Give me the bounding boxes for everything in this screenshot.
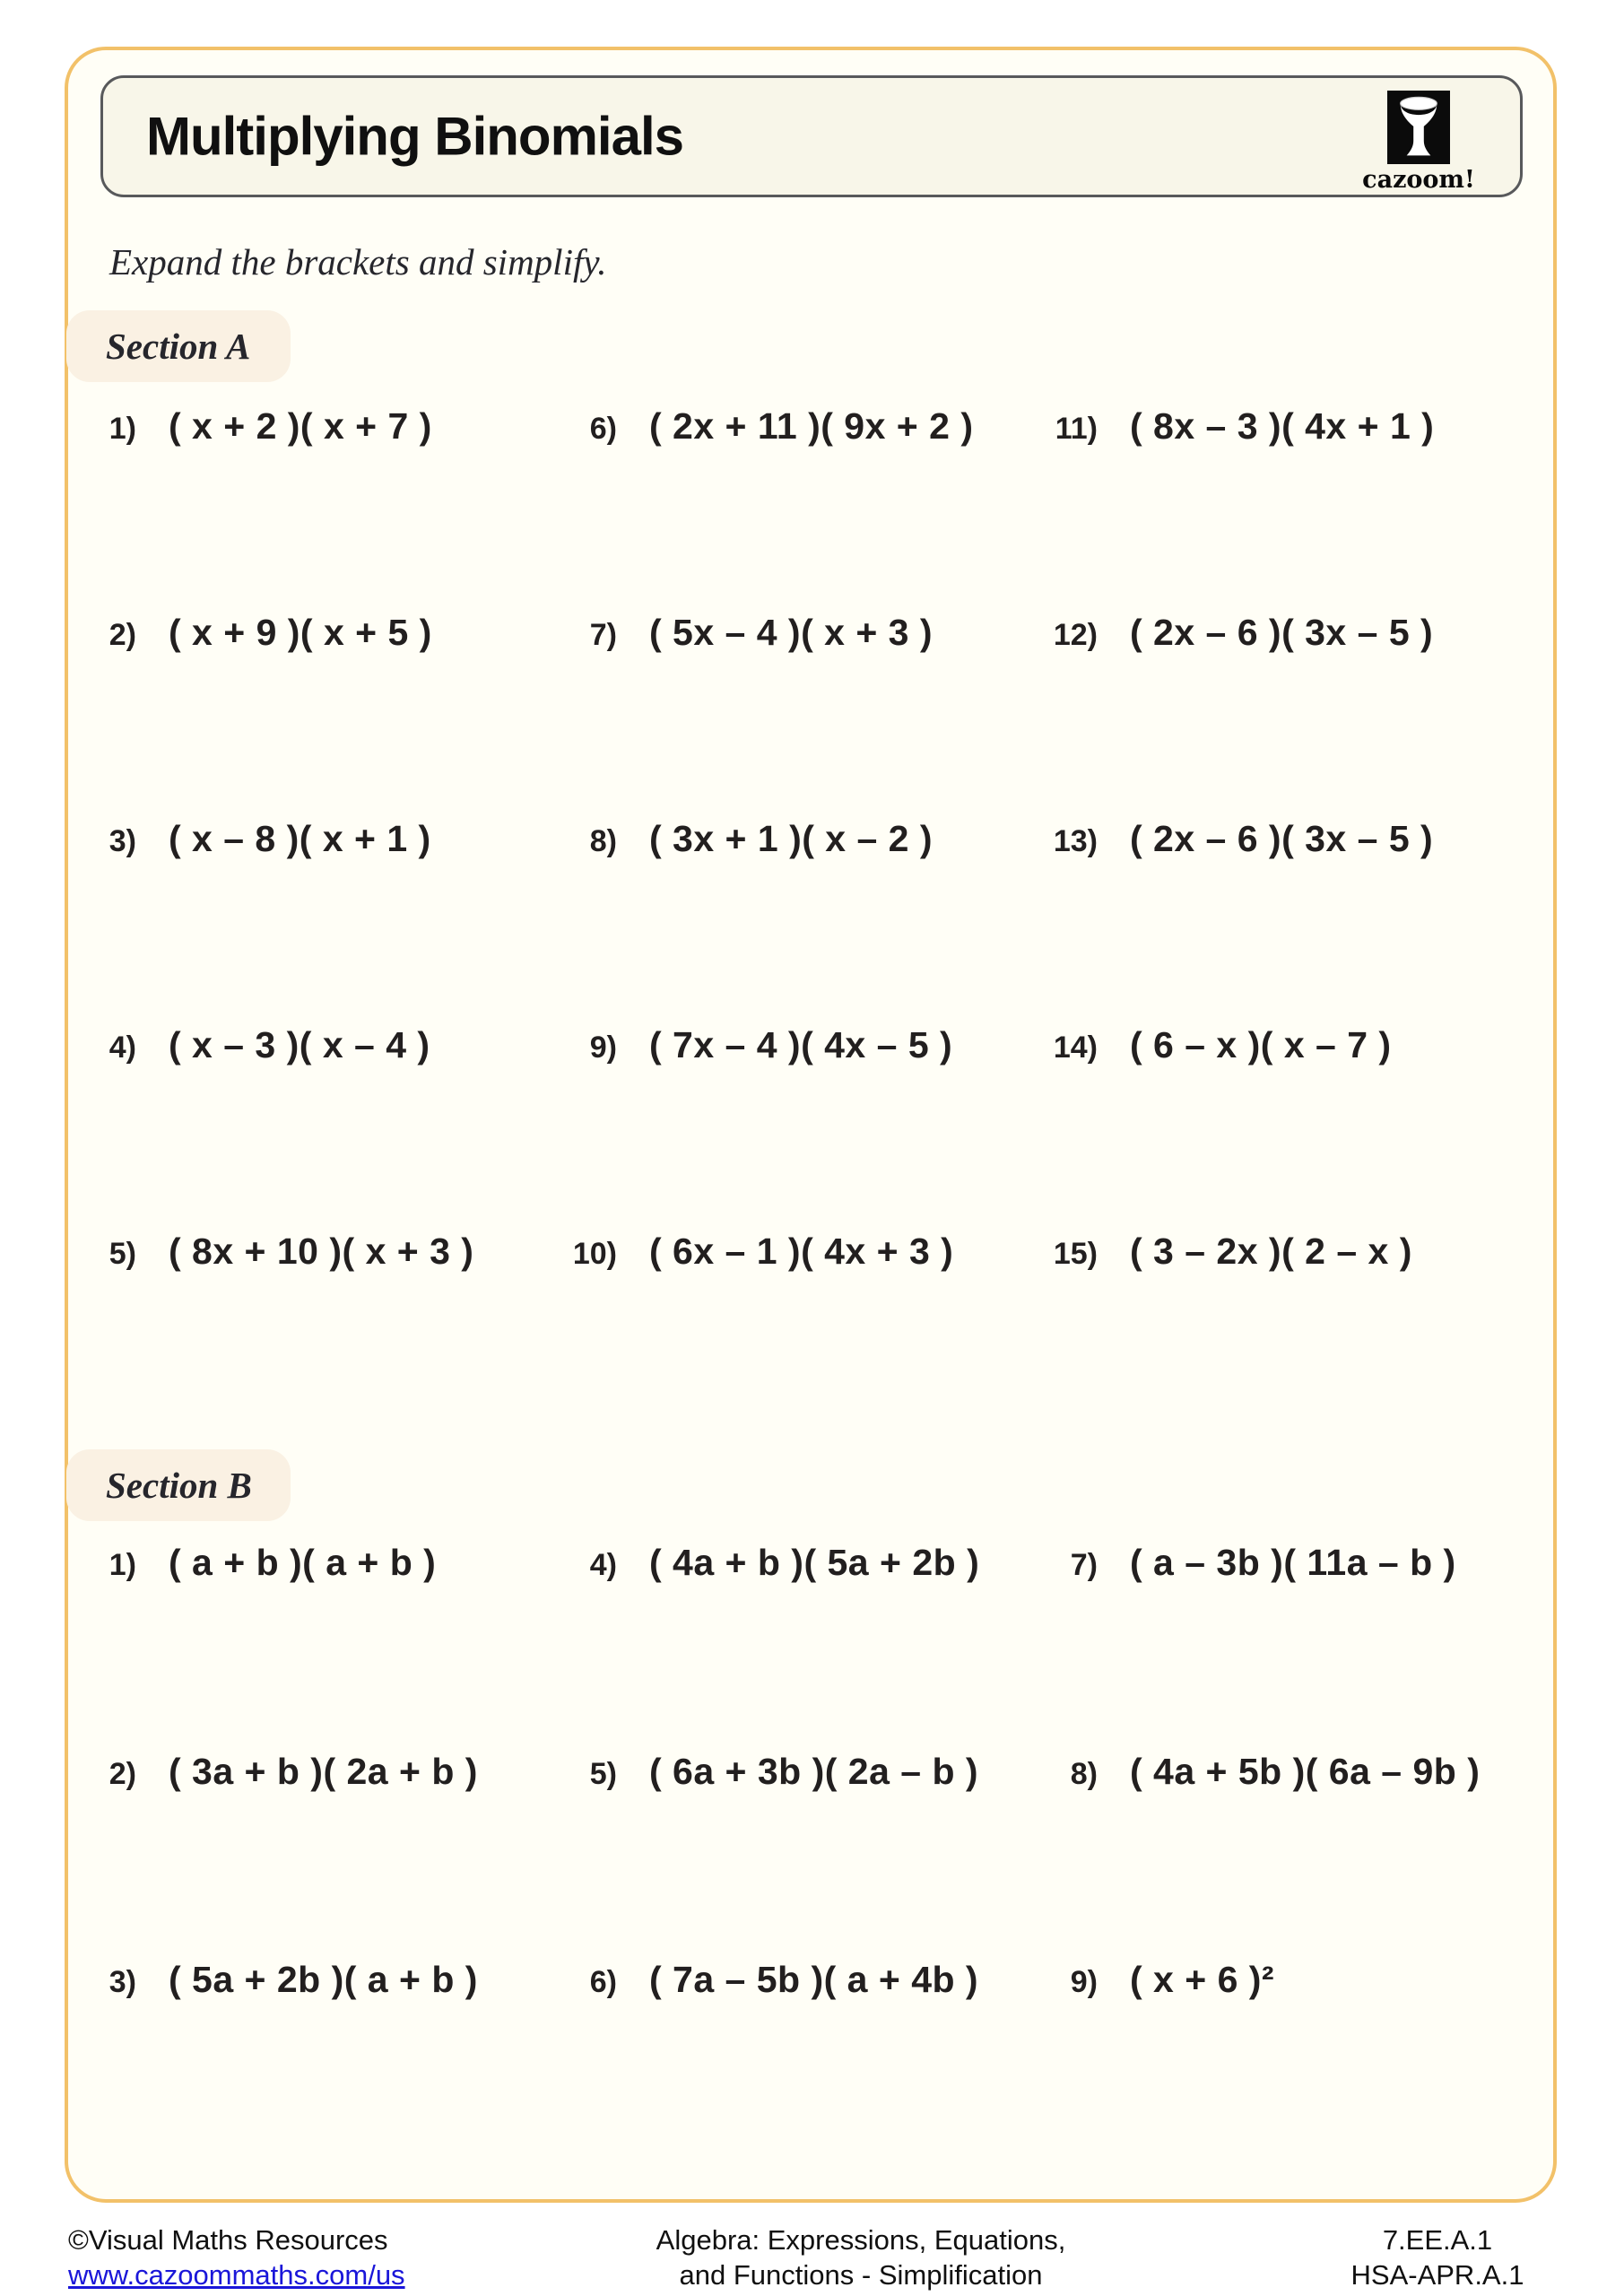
- worksheet-header: [100, 75, 1523, 197]
- problem-expression: ( x – 3 )( x – 4 ): [169, 1024, 430, 1065]
- problem-a1: [86, 405, 432, 448]
- problem-expression: ( x + 6 )²: [1130, 1959, 1275, 2000]
- problem-number: 15): [1053, 1237, 1098, 1271]
- copyright-text: ©Visual Maths Resources: [68, 2224, 388, 2256]
- worksheet-border: [65, 47, 1557, 2203]
- problem-a9: [552, 1024, 952, 1066]
- problem-expression: ( 2x – 6 )( 3x – 5 ): [1130, 818, 1434, 859]
- problem-a8: [552, 818, 933, 860]
- problem-a7: [552, 612, 933, 654]
- logo-brand-text: cazoom!: [1362, 166, 1475, 194]
- problem-number: 13): [1053, 824, 1098, 858]
- problem-a3: [86, 818, 431, 860]
- problem-a13: [1033, 818, 1433, 860]
- footer-attribution: [68, 2222, 405, 2292]
- problem-expression: ( 6x – 1 )( 4x + 3 ): [649, 1231, 954, 1272]
- problem-a4: [86, 1024, 430, 1066]
- page-title: Multiplying Binomials: [146, 106, 684, 167]
- djembe-drum-icon: [1387, 91, 1450, 164]
- problem-expression: ( 8x – 3 )( 4x + 1 ): [1130, 405, 1435, 447]
- problem-expression: ( 4a + 5b )( 6a – 9b ): [1130, 1751, 1481, 1792]
- problem-expression: ( 5a + 2b )( a + b ): [169, 1959, 478, 2000]
- cazoom-logo: [1342, 91, 1495, 194]
- problem-b7: [1033, 1542, 1456, 1584]
- problem-a12: [1033, 612, 1433, 654]
- instruction-text: Expand the brackets and simplify.: [109, 241, 607, 283]
- footer-standards: [1316, 2222, 1559, 2292]
- standard-code-2: HSA-APR.A.1: [1350, 2259, 1524, 2291]
- problem-number: 2): [109, 1757, 136, 1791]
- topic-line-1: Algebra: Expressions, Equations,: [656, 2224, 1066, 2256]
- problem-number: 8): [589, 824, 617, 858]
- problem-number: 7): [1070, 1548, 1098, 1582]
- problem-b5: [552, 1751, 978, 1793]
- problem-expression: ( x + 2 )( x + 7 ): [169, 405, 432, 447]
- problem-b3: [86, 1959, 478, 2001]
- topic-line-2: and Functions - Simplification: [679, 2259, 1043, 2291]
- problem-a11: [1033, 405, 1434, 448]
- problem-number: 6): [589, 412, 617, 446]
- problem-number: 10): [572, 1237, 617, 1271]
- section-a-label: Section A: [106, 326, 251, 367]
- footer-topic: [520, 2222, 1202, 2292]
- section-b-badge: [66, 1449, 291, 1521]
- problem-b8: [1033, 1751, 1480, 1793]
- problem-expression: ( a – 3b )( 11a – b ): [1130, 1542, 1456, 1583]
- problem-expression: ( 6 – x )( x – 7 ): [1130, 1024, 1392, 1065]
- problem-number: 2): [109, 618, 136, 652]
- problem-expression: ( a + b )( a + b ): [169, 1542, 437, 1583]
- problem-expression: ( 2x + 11 )( 9x + 2 ): [649, 405, 974, 447]
- problem-expression: ( 3 – 2x )( 2 – x ): [1130, 1231, 1412, 1272]
- problem-b9: [1033, 1959, 1274, 2001]
- problem-a14: [1033, 1024, 1392, 1066]
- problem-number: 5): [589, 1757, 617, 1791]
- problem-number: 9): [589, 1031, 617, 1065]
- website-link[interactable]: www.cazoommaths.com/us: [68, 2259, 405, 2291]
- problem-number: 12): [1053, 618, 1098, 652]
- drum-glyph: [1393, 95, 1445, 160]
- problem-expression: ( 8x + 10 )( x + 3 ): [169, 1231, 474, 1272]
- problem-b6: [552, 1959, 978, 2001]
- problem-expression: ( 3a + b )( 2a + b ): [169, 1751, 478, 1792]
- problem-number: 8): [1070, 1757, 1098, 1791]
- problem-number: 6): [589, 1965, 617, 1999]
- problem-expression: ( 7a – 5b )( a + 4b ): [649, 1959, 979, 2000]
- problem-number: 1): [109, 1548, 136, 1582]
- problem-expression: ( 2x – 6 )( 3x – 5 ): [1130, 612, 1434, 653]
- problem-expression: ( 5x – 4 )( x + 3 ): [649, 612, 933, 653]
- problem-expression: ( 3x + 1 )( x – 2 ): [649, 818, 933, 859]
- problem-b2: [86, 1751, 478, 1793]
- section-b-label: Section B: [106, 1465, 252, 1506]
- problem-a2: [86, 612, 432, 654]
- problem-number: 4): [109, 1031, 136, 1065]
- problem-number: 3): [109, 1965, 136, 1999]
- problem-number: 11): [1055, 412, 1098, 446]
- problem-expression: ( x – 8 )( x + 1 ): [169, 818, 431, 859]
- problem-expression: ( 7x – 4 )( 4x – 5 ): [649, 1024, 953, 1065]
- problem-number: 7): [589, 618, 617, 652]
- problem-a5: [86, 1231, 473, 1273]
- problem-number: 3): [109, 824, 136, 858]
- problem-a10: [552, 1231, 953, 1273]
- problem-b1: [86, 1542, 436, 1584]
- problem-expression: ( 6a + 3b )( 2a – b ): [649, 1751, 979, 1792]
- problem-number: 1): [109, 412, 136, 446]
- problem-number: 5): [109, 1237, 136, 1271]
- problem-a15: [1033, 1231, 1412, 1273]
- problem-number: 14): [1053, 1031, 1098, 1065]
- problem-b4: [552, 1542, 979, 1584]
- problem-number: 9): [1070, 1965, 1098, 1999]
- problem-a6: [552, 405, 973, 448]
- section-a-badge: [66, 310, 291, 382]
- problem-number: 4): [589, 1548, 617, 1582]
- problem-expression: ( x + 9 )( x + 5 ): [169, 612, 432, 653]
- standard-code-1: 7.EE.A.1: [1382, 2224, 1493, 2256]
- problem-expression: ( 4a + b )( 5a + 2b ): [649, 1542, 980, 1583]
